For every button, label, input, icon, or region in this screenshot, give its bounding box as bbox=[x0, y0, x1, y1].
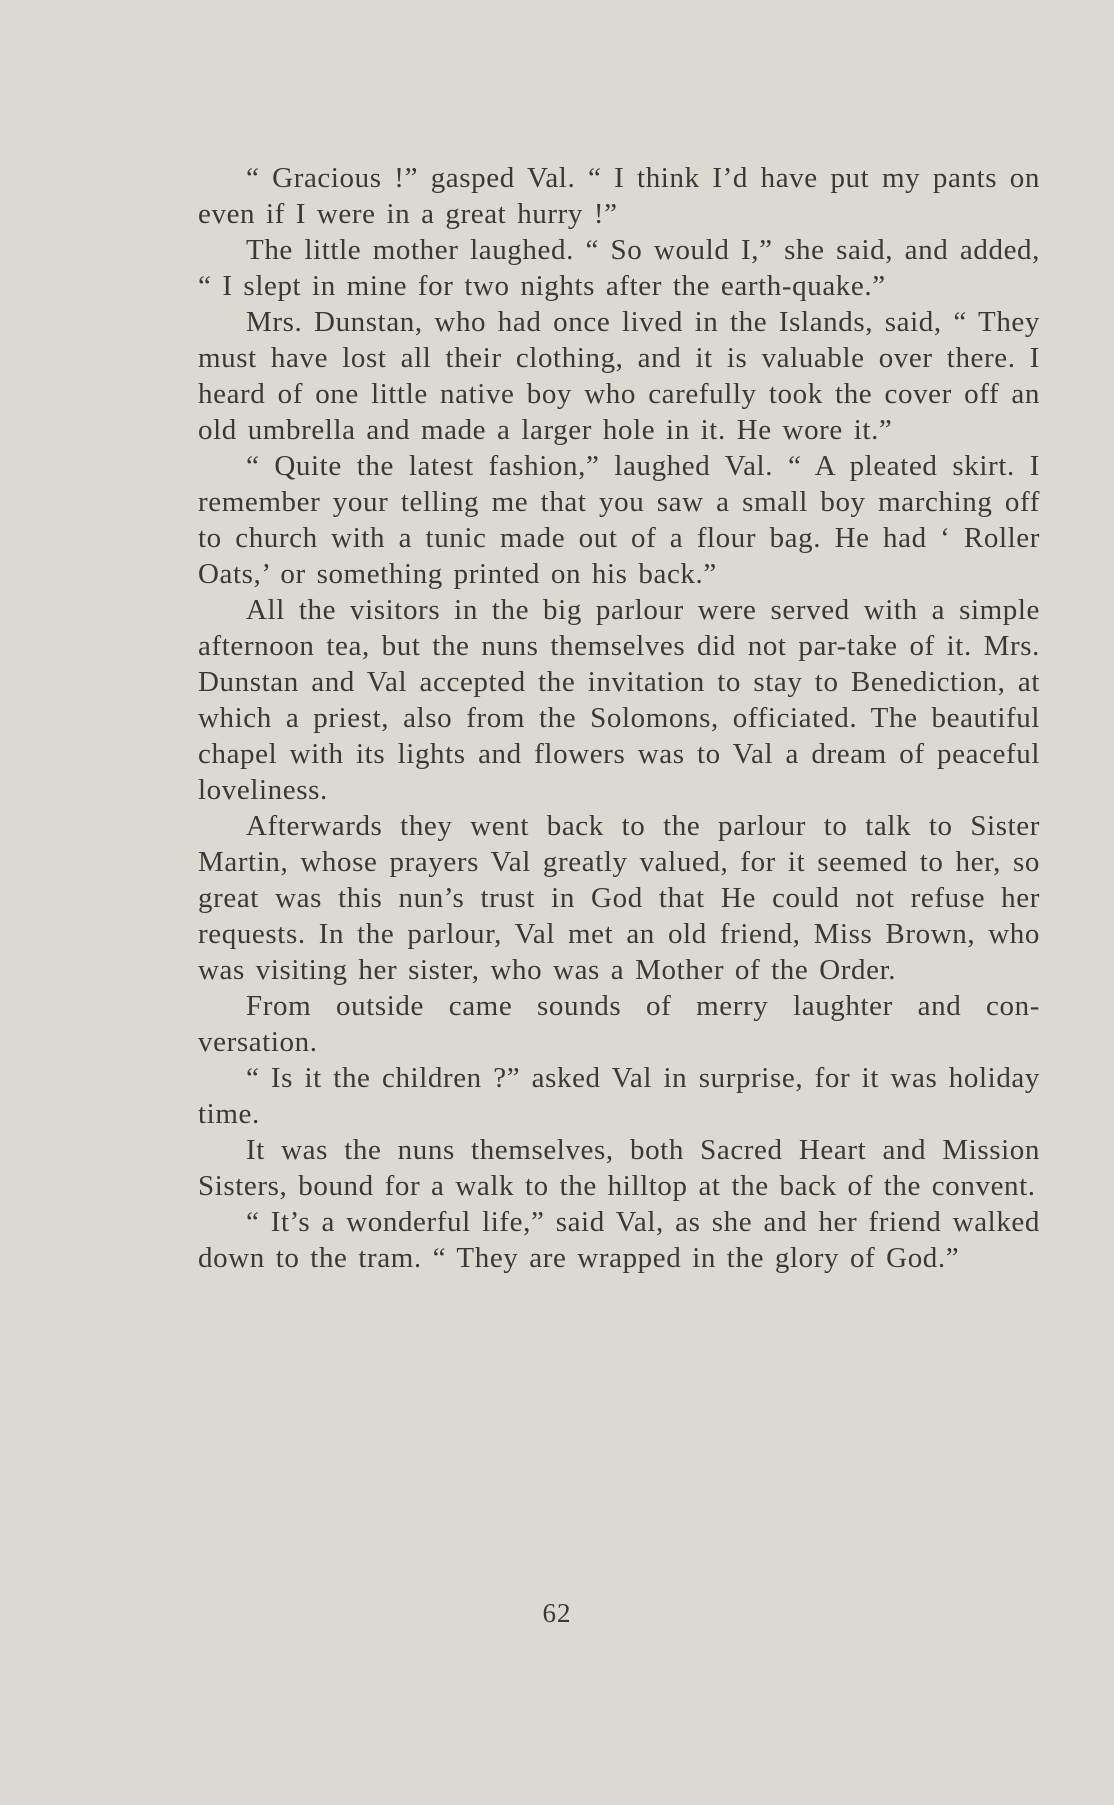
paragraph: “ Is it the children ?” asked Val in surprise, for it was holiday time. bbox=[198, 1062, 1040, 1130]
paragraph: Mrs. Dunstan, who had once lived in the Islands, said, “ They must have lost all their clothing, and it is valuable over there. I heard of one little native boy who carefully took the cover off an old umbrella and made a larger hole in it. He wore it.” bbox=[198, 306, 1040, 446]
paragraph: Afterwards they went back to the parlour to talk to Sister Martin, whose prayers Val greatly valued, for it seemed to her, so great was this nun’s trust in God that He could not refuse her requests. In the parlour, Val met an old friend, Miss Brown, who was visiting her sister, who was a Mother of the Order. bbox=[198, 810, 1040, 986]
paragraph: “ It’s a wonderful life,” said Val, as she and her friend walked down to the tram. “ They are wrapped in the glory of God.” bbox=[198, 1206, 1040, 1274]
paragraph: From outside came sounds of merry laughter and con-versation. bbox=[198, 990, 1040, 1058]
body-text bbox=[198, 160, 1040, 1276]
paragraph: “ Gracious !” gasped Val. “ I think I’d have put my pants on even if I were in a great hurry !” bbox=[198, 162, 1040, 230]
page-number: 62 bbox=[542, 1598, 572, 1628]
paragraph: “ Quite the latest fashion,” laughed Val. “ A pleated skirt. I remember your telling me that you saw a small boy marching off to church with a tunic made out of a flour bag. He had ‘ Roller Oats,’ or something printed on his back.” bbox=[198, 450, 1040, 590]
paragraph: It was the nuns themselves, both Sacred Heart and Mission Sisters, bound for a walk to the hilltop at the back of the convent. bbox=[198, 1134, 1040, 1202]
paragraph: All the visitors in the big parlour were served with a simple afternoon tea, but the nuns themselves did not par-take of it. Mrs. Dunstan and Val accepted the invitation to stay to Benediction, at which a priest, also from the Solomons, officiated. The beautiful chapel with its lights and flowers was to Val a dream of peaceful loveliness. bbox=[198, 594, 1040, 806]
paragraph: The little mother laughed. “ So would I,” she said, and added, “ I slept in mine for two nights after the earth-quake.” bbox=[198, 234, 1040, 302]
